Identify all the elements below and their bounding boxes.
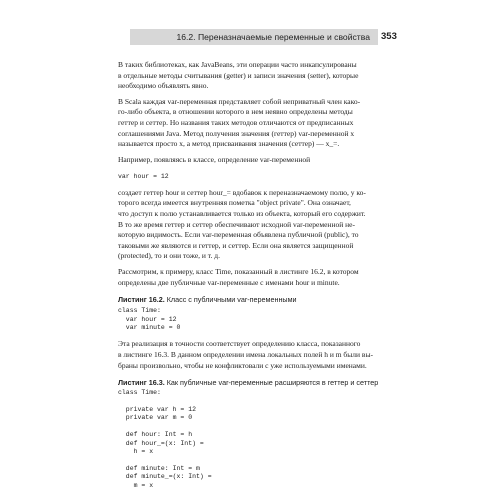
listing-label: Листинг 16.3. (118, 378, 165, 388)
listing-caption (118, 378, 394, 388)
text-line: таковыми же являются и геттер, и сеттер. Если она является защищенной (118, 240, 354, 250)
text-line: го-либо объекта, в отношении которого в нем неявно определены методы (118, 107, 353, 117)
page-number: 353 (381, 31, 397, 42)
page-body (118, 54, 394, 490)
text-line: создает геттер hour и сеттер hour_= вдобавок к переназначаемому полю, у ко- (118, 187, 366, 197)
text-line: (protected), то и они тоже, и т. д. (118, 251, 220, 261)
text-line: определены две публичные var-переменные с именами hour и minute. (118, 277, 340, 287)
paragraph (118, 188, 394, 262)
paragraph (118, 339, 394, 371)
text-line: геттер и сеттер. Но названия таких методов отличаются от предписанных (118, 117, 354, 127)
text-line: В таких библиотеках, как JavaBeans, эти операции часто инкапсулированы (118, 60, 357, 69)
text-line: называется просто x, а метод присваивания значения (сеттер) — x_=. (118, 139, 340, 149)
code-snippet: var hour = 12 (118, 173, 169, 181)
text-line: браны произвольно, чтобы не конфликтовали с уже используемыми именами. (118, 360, 367, 370)
text-line: Эта реализация в точности соответствует определению класса, показанного (118, 339, 361, 349)
text-line: В то же время геттер и сеттер обеспечивают исходной var-переменной не- (118, 219, 355, 229)
paragraph (118, 155, 394, 166)
text-line: Рассмотрим, к примеру, класс Time, показанный в листинге 16.2, в котором (118, 266, 359, 276)
code-listing: class Time: var hour = 12 var minute = 0 (118, 307, 181, 331)
running-head (130, 29, 378, 45)
listing-title: Как публичные var-переменные расширяются в геттер и сеттер (164, 378, 379, 388)
text-line: в отдельные методы считывания (getter) и записи значения (setter), которые (118, 70, 359, 80)
text-line: в листинге 16.3. В данном определении имена локальных полей h и m были вы- (118, 349, 373, 359)
paragraph (118, 60, 394, 92)
text-line: что доступ к полю устанавливается только из объекта, который его содержит. (118, 208, 366, 218)
listing-caption (118, 295, 394, 305)
text-line: необходимо объявлять явно. (118, 81, 209, 91)
text-line: соглашениями Java. Метод получения значения (геттер) var-переменной x (118, 128, 355, 138)
text-line: В Scala каждая var-переменная представляет собой неприватный член како- (118, 96, 361, 106)
listing-label: Листинг 16.2. (118, 295, 165, 305)
text-line: торого всегда имеется внутренняя пометка "object private". Она означает, (118, 198, 351, 208)
text-line: которую видимость. Если var-переменная объявлена публичной (public), то (118, 230, 359, 240)
paragraph (118, 267, 394, 288)
text-line: Например, появляясь в классе, определение var-переменной (118, 154, 311, 164)
code-listing: class Time: private var h = 12 private var m = 0 def hour: Int = h def hour_=(x: Int) = h = x def minute: Int = m def minute_=(x: Int) = m = x (118, 389, 212, 489)
paragraph (118, 97, 394, 150)
listing-title: Класс с публичными var-переменными (164, 295, 297, 305)
running-title: 16.2. Переназначаемые переменные и свойства (176, 32, 370, 42)
